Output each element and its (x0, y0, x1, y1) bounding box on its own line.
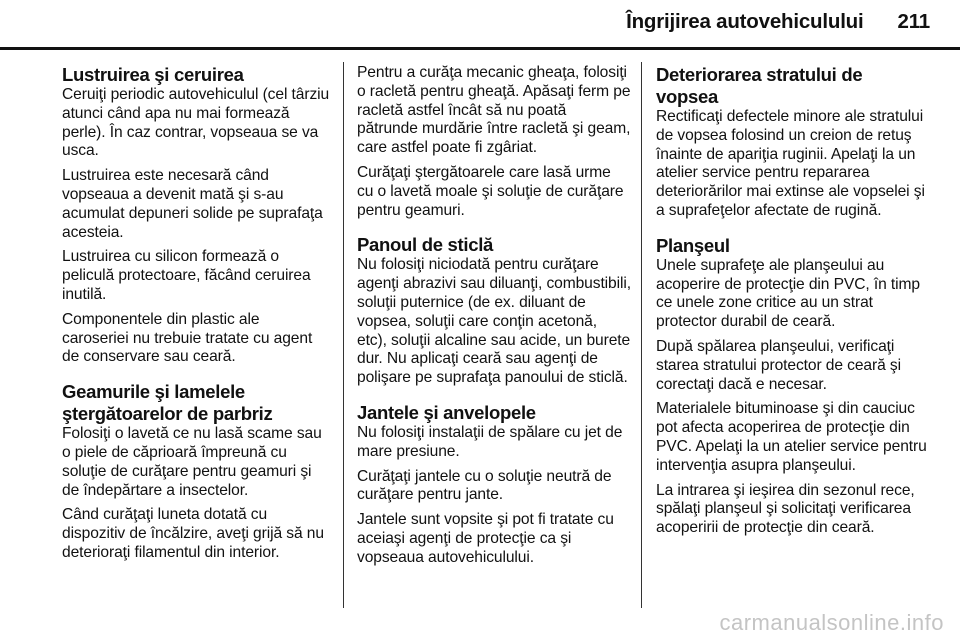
page-number: 211 (897, 10, 930, 33)
column-2 (357, 64, 631, 574)
paragraph: Lustruirea cu silicon formează o peliculă protectoare, făcând ceruirea inutilă. (62, 248, 311, 303)
paragraph: La intrarea şi ieşirea din sezonul rece, spălaţi planşeul şi solicitaţi verificarea acoperirii de protecţie din ceară. (656, 481, 915, 537)
heading-lustruirea: Lustruirea şi ceruirea (62, 64, 244, 85)
heading-deteriorarea: Deteriorarea stratului de vopsea (656, 64, 863, 107)
paragraph: Componentele din plastic ale caroseriei nu trebuie tratate cu agent de conservare sau ceară. (62, 310, 313, 366)
column-3 (656, 64, 928, 544)
watermark: carmanualsonline.info (719, 610, 944, 635)
paragraph: Curăţaţi jantele cu o soluţie neutră de curăţare pentru jante. (357, 467, 612, 504)
paragraph: Curăţaţi ştergătoarele care lasă urme cu o lavetă moale şi soluţie de curăţare pentru geamuri. (357, 163, 624, 219)
paragraph: Rectificaţi defectele minore ale stratului de vopsea folosind un creion de retuş înainte de apariţia ruginii. Apelaţi la un atelier service pentru repararea deteriorărilor mai extinse ale vopselei şi a suprafeţelor afectate de rugină. (656, 108, 925, 219)
heading-geamurile (62, 381, 330, 425)
heading-line: Geamurile şi lamelele (62, 381, 245, 403)
page-title: Îngrijirea autovehiculului (626, 10, 864, 33)
heading-jantele: Jantele şi anvelopele (357, 401, 536, 423)
heading-panoul: Panoul de sticlă (357, 234, 494, 256)
heading-planseul: Planşeul (656, 234, 730, 256)
paragraph: Nu folosiţi niciodată pentru curăţare agenţi abrazivi sau diluanţi, combustibili, soluţii puternice (de ex. diluant de vopsea, soluţii care conţin acetonă, etc), soluţii alcaline sau acide, un burete dur. Nu aplicaţi ceară sau agenţi de polişare pe suprafaţa panoului de sticlă. (357, 256, 631, 387)
column-divider (343, 62, 344, 608)
heading-line: ştergătoarelor de parbriz (62, 403, 273, 425)
paragraph: După spălarea planşeului, verificaţi starea stratului protector de ceară şi corectaţi dacă e necesar. (656, 337, 901, 393)
paragraph: Lustruirea este necesară când vopseaua a devenit mată şi s-au acumulat depuneri solide pe suprafaţa acesteia. (62, 167, 323, 241)
page-header (626, 10, 930, 34)
paragraph: Când curăţaţi luneta dotată cu dispozitiv de încălzire, aveţi grijă să nu deterioraţi filamentul din interior. (62, 506, 324, 561)
header-rule (0, 47, 960, 50)
paragraph: Folosiţi o lavetă ce nu lasă scame sau o piele de căprioară împreună cu soluţie de curăţare pentru geamuri şi de îndepărtare a insectelor. (62, 425, 322, 499)
paragraph: Nu folosiţi instalaţii de spălare cu jet de mare presiune. (357, 423, 623, 460)
paragraph: Pentru a curăţa mecanic gheaţa, folosiţi o racletă pentru gheaţă. Apăsaţi ferm pe racletă astfel încât să nu poată pătrunde murdărie între racletă şi geam, care astfel poate fi zgâriat. (357, 64, 631, 157)
paragraph: Materialele bituminoase şi din cauciuc pot afecta acoperirea de protecţie din PVC. Apelaţi la un atelier service pentru intervenţia asupra planşeului. (656, 400, 927, 474)
column-1 (62, 64, 330, 569)
paragraph: Unele suprafeţe ale planşeului au acoperire de protecţie din PVC, în timp ce unele zone critice au un strat protector durabil de ceară. (656, 256, 920, 331)
paragraph: Jantele sunt vopsite şi pot fi tratate cu aceiaşi agenţi de protecţie ca şi vopseaua autovehiculului. (357, 511, 614, 566)
column-divider (641, 62, 642, 608)
paragraph: Ceruiţi periodic autovehiculul (cel târziu atunci când apa nu mai formează perle). În caz contrar, vopseaua se va usca. (62, 86, 330, 160)
